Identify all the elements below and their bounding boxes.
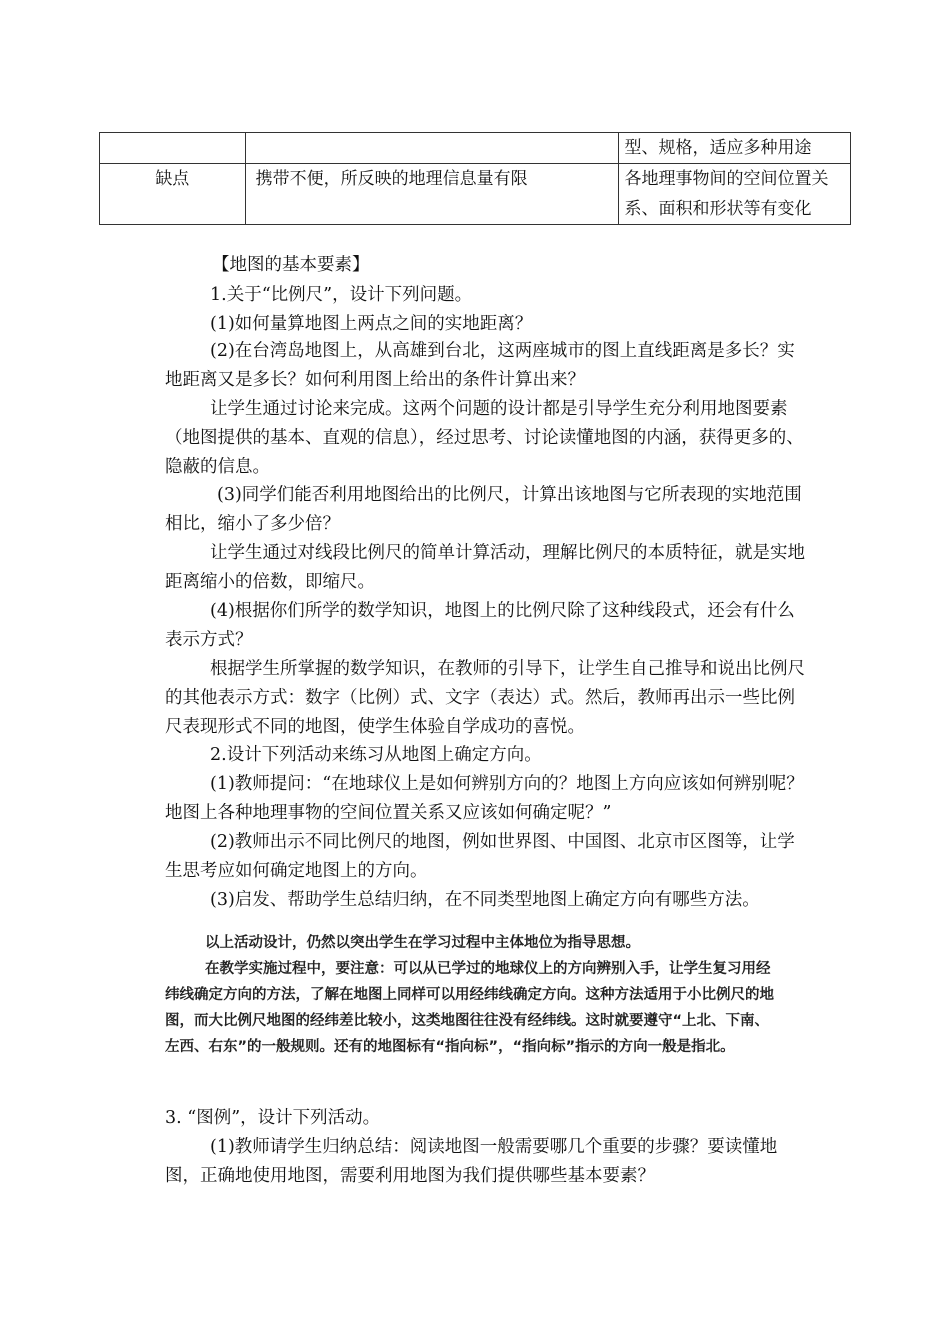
table-cell <box>245 133 618 164</box>
paragraph: (2)教师出示不同比例尺的地图，例如世界图、中国图、北京市区图等，让学生思考应如何确定地图上的方向。 <box>165 832 795 881</box>
row-label <box>100 133 246 164</box>
paragraph: (3)启发、帮助学生总结归纳，在不同类型地图上确定方向有哪些方法。 <box>210 890 760 910</box>
table-cell: 携带不便，所反映的地理信息量有限 <box>245 164 618 225</box>
paragraph: 根据学生所掌握的数学知识，在教师的引导下，让学生自己推导和说出比例尺的其他表示方式：数字（比例）式、文字（表达）式。然后，教师再出示一些比例尺表现形式不同的地图，使学生体验自学成功的喜悦。 <box>165 659 805 737</box>
question: (4)根据你们所学的数学知识，地图上的比例尺除了这种线段式，还会有什么表示方式？ <box>165 601 795 650</box>
image-paragraph: 在教学实施过程中，要注意：可以从已学过的地球仪上的方向辨别入手，让学生复习用经纬线确定方向的方法，了解在地图上同样可以用经纬线确定方向。这种方法适用于小比例尺的地图，而大比例尺地图的经纬差比较小，这类地图往往没有经纬线。这时就要遵守“上北、下南、左西、右东”的一般规则。还有的地图标有“指向标”，“指向标”指示的方向一般是指北。 <box>165 961 774 1055</box>
paragraph: 让学生通过对线段比例尺的简单计算活动，理解比例尺的本质特征，就是实地距离缩小的倍数，即缩尺。 <box>165 543 805 592</box>
item-heading: 3. “图例”，设计下列活动。 <box>165 1108 381 1128</box>
question: (2)在台湾岛地图上，从高雄到台北，这两座城市的图上直线距离是多长？实地距离又是多长？如何利用图上给出的条件计算出来？ <box>165 341 795 390</box>
paragraph: 让学生通过讨论来完成。这两个问题的设计都是引导学生充分利用地图要素（地图提供的基本、直观的信息），经过思考、讨论读懂地图的内涵，获得更多的、隐蔽的信息。 <box>165 399 804 477</box>
paragraph: (1)教师提问：“在地球仪上是如何辨别方向的？地图上方向应该如何辨别呢？地图上各种地理事物的空间位置关系又应该如何确定呢？” <box>165 774 804 823</box>
section-title: 【地图的基本要素】 <box>212 255 370 275</box>
item-heading: 1.关于“比例尺”，设计下列问题。 <box>210 285 473 305</box>
item-heading: 2.设计下列活动来练习从地图上确定方向。 <box>210 745 542 765</box>
embedded-text-image <box>165 930 775 1060</box>
table-cell: 各地理事物间的空间位置关系、面积和形状等有变化 <box>618 164 850 225</box>
comparison-table <box>99 132 851 225</box>
question: (3)同学们能否利用地图给出的比例尺，计算出该地图与它所表现的实地范围相比，缩小了多少倍？ <box>165 485 802 534</box>
row-label: 缺点 <box>100 164 246 225</box>
table-row <box>100 133 851 164</box>
image-line: 以上活动设计，仍然以突出学生在学习过程中主体地位为指导思想。 <box>205 935 640 951</box>
question: (1)如何量算地图上两点之间的实地距离？ <box>210 314 533 334</box>
table-row <box>100 164 851 225</box>
paragraph: (1)教师请学生归纳总结：阅读地图一般需要哪几个重要的步骤？要读懂地图，正确地使用地图，需要利用地图为我们提供哪些基本要素？ <box>165 1137 778 1186</box>
table-cell: 型、规格，适应多种用途 <box>618 133 850 164</box>
